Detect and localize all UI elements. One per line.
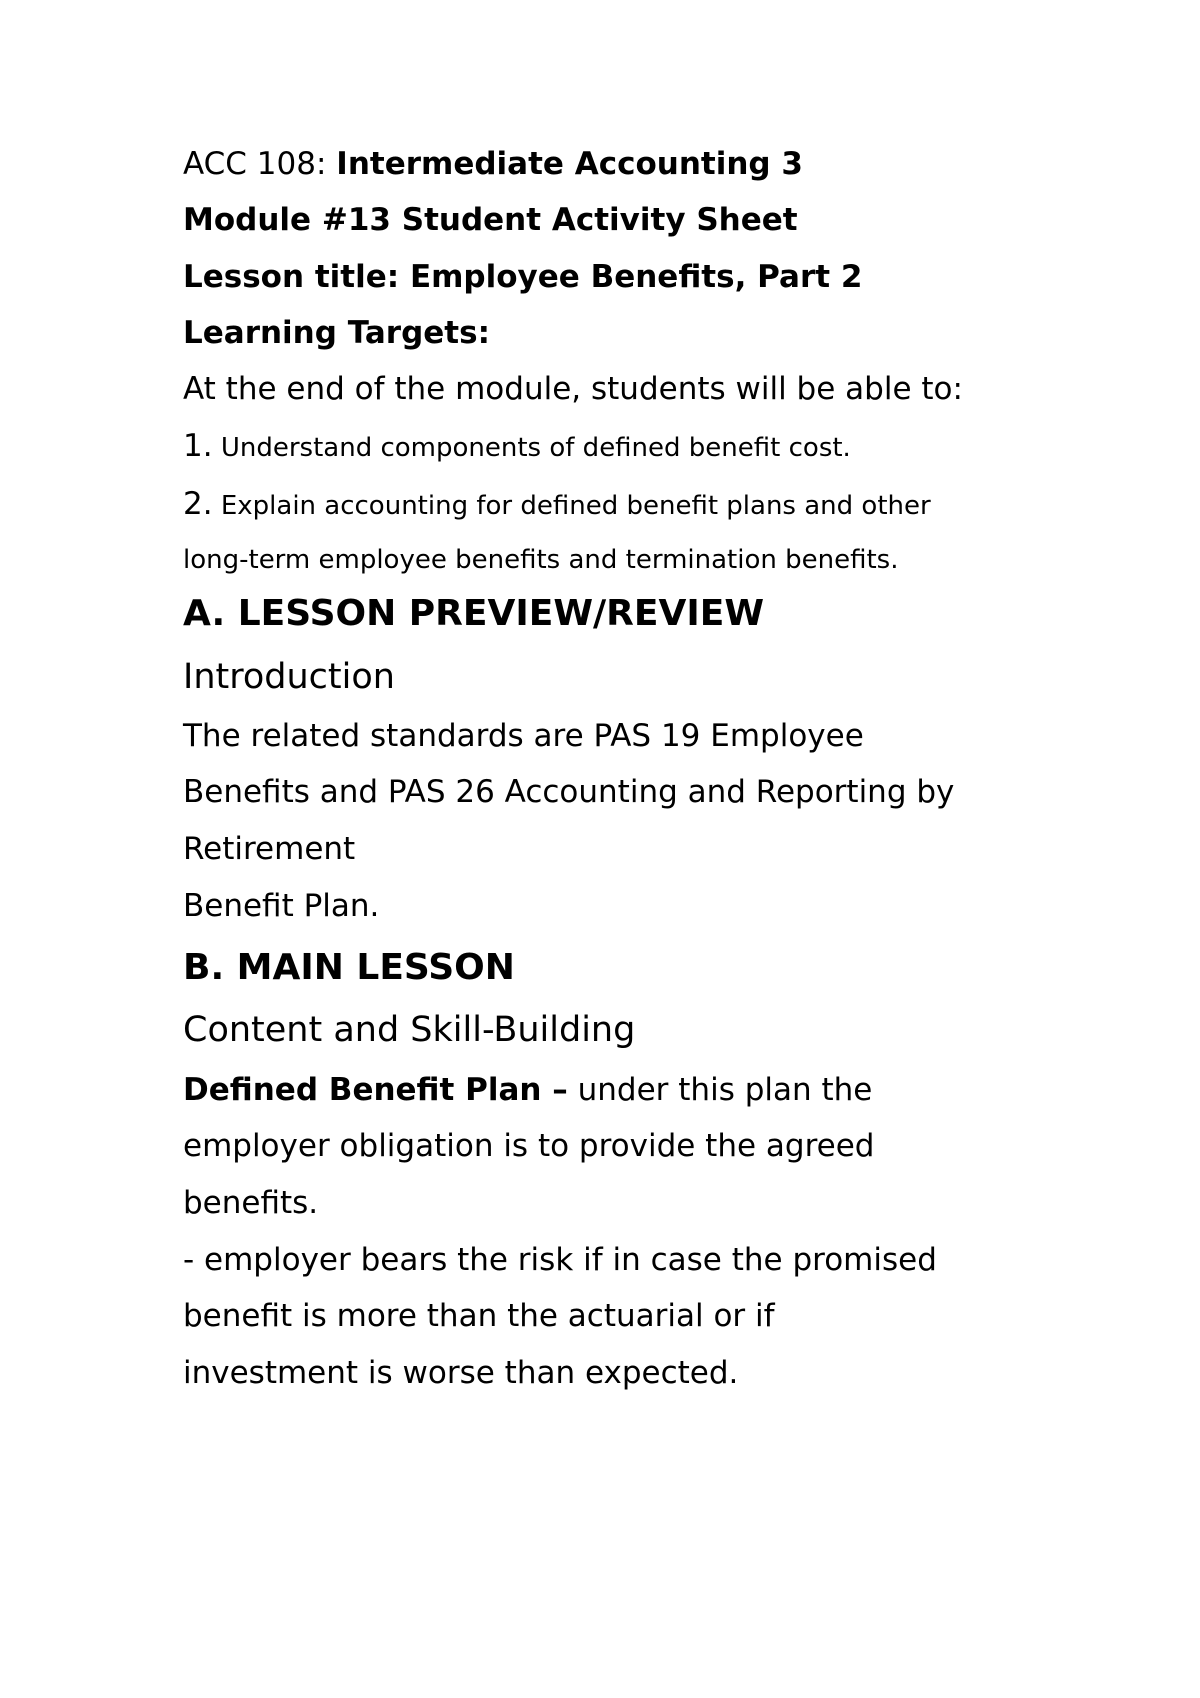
target-number: 1. <box>183 428 213 464</box>
learning-targets-label: Learning Targets: <box>183 315 490 351</box>
section-a-text-line: Retirement <box>183 831 356 867</box>
target-item-2 <box>183 484 931 526</box>
section-b-heading: B. MAIN LESSON <box>183 947 515 988</box>
section-a-subheading: Introduction <box>183 657 395 697</box>
course-title: Intermediate Accounting 3 <box>336 146 803 182</box>
section-b-text-line: benefit is more than the actuarial or if <box>183 1298 775 1334</box>
section-b-text-line: benefits. <box>183 1185 319 1221</box>
module-title: Module #13 Student Activity Sheet <box>183 202 798 238</box>
course-line <box>183 144 803 184</box>
target-item-2-continuation: long-term employee benefits and termination benefits. <box>183 545 899 575</box>
course-code: ACC 108: <box>183 146 337 182</box>
targets-intro: At the end of the module, students will be able to: <box>183 371 963 407</box>
lesson-title: Lesson title: Employee Benefits, Part 2 <box>183 259 863 295</box>
target-item-1 <box>183 426 851 468</box>
target-text: Understand components of defined benefit cost. <box>212 433 851 463</box>
section-a-text-line: The related standards are PAS 19 Employee <box>183 718 864 754</box>
section-a-text-line: Benefit Plan. <box>183 888 380 924</box>
target-text: Explain accounting for defined benefit plans and other <box>212 491 931 521</box>
definition-text: under this plan the <box>567 1072 873 1108</box>
section-b-subheading: Content and Skill-Building <box>183 1010 636 1050</box>
section-b-text-line: - employer bears the risk if in case the promised <box>183 1242 937 1278</box>
section-a-text-line: Benefits and PAS 26 Accounting and Reporting by <box>183 774 955 810</box>
section-b-text-line: employer obligation is to provide the agreed <box>183 1128 875 1164</box>
section-b-text-line: investment is worse than expected. <box>183 1355 739 1391</box>
target-number: 2. <box>183 486 213 522</box>
section-a-heading: A. LESSON PREVIEW/REVIEW <box>183 593 765 634</box>
definition-line <box>183 1070 872 1110</box>
defined-term: Defined Benefit Plan – <box>183 1072 568 1108</box>
